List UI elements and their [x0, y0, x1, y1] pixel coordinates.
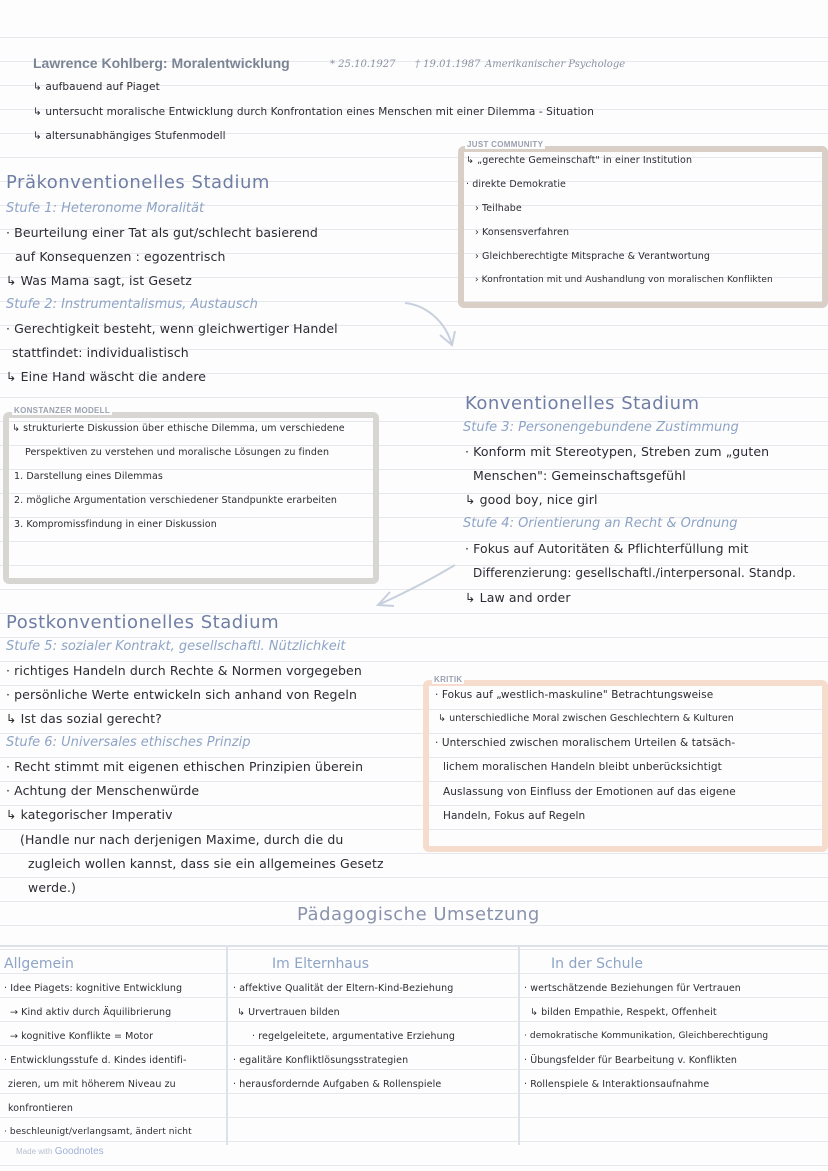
konstanzer-line: 3. Kompromissfindung in einer Diskussion — [14, 519, 217, 530]
elternhaus-line: · herausfordernde Aufgaben & Rollenspiele — [233, 1079, 442, 1090]
column-title-elternhaus: Im Elternhaus — [272, 956, 370, 972]
stufe-4-line: Differenzierung: gesellschaftl./interpersonal. Standp. — [473, 566, 796, 580]
allgemein-line: · Idee Piagets: kognitive Entwicklung — [4, 983, 183, 994]
page-title: Lawrence Kohlberg: Moralentwicklung — [33, 55, 290, 71]
stage-title-konventionell: Konventionelles Stadium — [465, 393, 700, 414]
just-community-line: › Konsensverfahren — [475, 227, 570, 238]
stufe-6-title: Stufe 6: Universales ethisches Prinzip — [6, 735, 251, 750]
kritik-label: KRITIK — [434, 675, 463, 684]
schule-line: · wertschätzende Beziehungen für Vertrauen — [524, 983, 741, 994]
stufe-3-line: · Konform mit Stereotypen, Streben zum „guten — [465, 444, 770, 459]
column-divider — [226, 945, 228, 1145]
death-date: † 19.01.1987 — [415, 59, 481, 70]
stufe-5-line: · richtiges Handeln durch Rechte & Normen vorgegeben — [6, 663, 362, 678]
schule-line: · demokratische Kommunikation, Gleichberechtigung — [524, 1031, 769, 1041]
stufe-1-title: Stufe 1: Heteronome Moralität — [6, 201, 205, 216]
stufe-2-title: Stufe 2: Instrumentalismus, Austausch — [6, 297, 258, 312]
konstanzer-line: ↳ strukturierte Diskussion über ethische Dilemma, um verschiedene — [12, 423, 345, 434]
stufe-1-line: · Beurteilung einer Tat als gut/schlecht basierend — [6, 225, 318, 240]
stage-title-postkonventionell: Postkonventionelles Stadium — [6, 612, 280, 633]
stufe-5-title: Stufe 5: sozialer Kontrakt, gesellschaftl. Nützlichkeit — [6, 639, 346, 654]
elternhaus-line: ↳ Urvertrauen bilden — [237, 1007, 340, 1018]
stufe-3-line: ↳ good boy, nice girl — [465, 492, 598, 507]
stufe-2-line: stattfindet: individualistisch — [12, 345, 189, 360]
header-note: ↳ aufbauend auf Piaget — [33, 81, 160, 93]
stufe-6-line: zugleich wollen kannst, dass sie ein allgemeines Gesetz — [28, 856, 384, 871]
elternhaus-line: · affektive Qualität der Eltern-Kind-Beziehung — [233, 983, 454, 994]
just-community-line: › Teilhabe — [475, 203, 522, 214]
birth-date: * 25.10.1927 — [330, 59, 396, 70]
stufe-2-line: · Gerechtigkeit besteht, wenn gleichwertiger Handel — [6, 321, 338, 336]
allgemein-line: → kognitive Konflikte = Motor — [10, 1031, 154, 1042]
flow-arrow-icon — [400, 295, 460, 355]
stufe-6-line: werde.) — [28, 880, 77, 895]
stufe-6-line: · Recht stimmt mit eigenen ethischen Prinzipien überein — [6, 759, 364, 774]
kritik-line: · Unterschied zwischen moralischem Urteilen & tatsäch- — [435, 737, 736, 749]
stage-title-praekonventionell: Präkonventionelles Stadium — [6, 172, 270, 193]
brand-name: Goodnotes — [54, 1146, 104, 1157]
just-community-line: ↳ „gerechte Gemeinschaft" in einer Institution — [466, 155, 693, 166]
schule-line: · Rollenspiele & Interaktionsaufnahme — [524, 1079, 710, 1090]
stufe-6-line: (Handle nur nach derjenigen Maxime, durch die du — [20, 832, 344, 847]
schule-line: · Übungsfelder für Bearbeitung v. Konflikten — [524, 1055, 738, 1066]
allgemein-line: · Entwicklungsstufe d. Kindes identifi- — [4, 1055, 187, 1066]
stufe-6-line: ↳ kategorischer Imperativ — [6, 807, 173, 822]
header-note: ↳ untersucht moralische Entwicklung durch Konfrontation eines Menschen mit einer Dilemma - Situation — [33, 106, 594, 118]
schule-line: ↳ bilden Empathie, Respekt, Offenheit — [530, 1007, 717, 1018]
stufe-3-line: Menschen": Gemeinschaftsgefühl — [473, 468, 686, 483]
kritik-line: Auslassung von Einfluss der Emotionen auf das eigene — [443, 786, 736, 798]
goodnotes-watermark — [16, 1146, 104, 1157]
just-community-line: › Gleichberechtigte Mitsprache & Verantwortung — [475, 251, 710, 262]
profession: Amerikanischer Psychologe — [485, 59, 626, 70]
allgemein-line: zieren, um mit höherem Niveau zu — [8, 1079, 176, 1090]
stufe-6-line: · Achtung der Menschenwürde — [6, 783, 200, 798]
column-divider — [518, 945, 520, 1145]
allgemein-line: konfrontieren — [8, 1103, 73, 1114]
allgemein-line: · beschleunigt/verlangsamt, ändert nicht — [4, 1127, 192, 1137]
stufe-4-title: Stufe 4: Orientierung an Recht & Ordnung — [463, 516, 738, 531]
konstanzer-label: KONSTANZER MODELL — [14, 406, 111, 415]
just-community-line: › Konfrontation mit und Aushandlung von moralischen Konflikten — [475, 275, 773, 285]
kritik-line: Handeln, Fokus auf Regeln — [443, 810, 586, 822]
kritik-line: · Fokus auf „westlich-maskuline" Betrachtungsweise — [435, 689, 714, 701]
stufe-2-line: ↳ Eine Hand wäscht die andere — [6, 369, 207, 384]
flow-arrow-icon — [370, 560, 460, 610]
kritik-line: ↳ unterschiedliche Moral zwischen Geschlechtern & Kulturen — [438, 713, 734, 724]
stufe-4-line: ↳ Law and order — [465, 590, 571, 605]
column-title-schule: In der Schule — [551, 956, 643, 972]
stufe-1-line: ↳ Was Mama sagt, ist Gesetz — [6, 273, 192, 288]
stufe-5-line: ↳ Ist das sozial gerecht? — [6, 711, 162, 726]
stufe-5-line: · persönliche Werte entwickeln sich anhand von Regeln — [6, 687, 357, 702]
kritik-line: lichem moralischen Handeln bleibt unberücksichtigt — [443, 761, 722, 773]
header-note: ↳ altersunabhängiges Stufenmodell — [33, 130, 226, 142]
stufe-1-line: auf Konsequenzen : egozentrisch — [15, 249, 226, 264]
section-title-paedagogik: Pädagogische Umsetzung — [297, 904, 540, 925]
column-title-allgemein: Allgemein — [4, 956, 74, 972]
table-top-divider — [0, 945, 828, 947]
made-with-text: Made with — [16, 1147, 53, 1156]
konstanzer-line: 2. mögliche Argumentation verschiedener Standpunkte erarbeiten — [14, 495, 338, 506]
just-community-label: JUST COMMUNITY — [467, 140, 544, 149]
allgemein-line: → Kind aktiv durch Äquilibrierung — [10, 1007, 172, 1018]
stufe-4-line: · Fokus auf Autoritäten & Pflichterfüllung mit — [465, 541, 749, 556]
elternhaus-line: · regelgeleitete, argumentative Erziehung — [252, 1031, 455, 1042]
konstanzer-line: 1. Darstellung eines Dilemmas — [14, 471, 163, 482]
just-community-line: · direkte Demokratie — [466, 179, 567, 190]
elternhaus-line: · egalitäre Konfliktlösungsstrategien — [233, 1055, 409, 1066]
stufe-3-title: Stufe 3: Personengebundene Zustimmung — [463, 420, 739, 435]
konstanzer-line: Perspektiven zu verstehen und moralische Lösungen zu finden — [25, 447, 330, 458]
